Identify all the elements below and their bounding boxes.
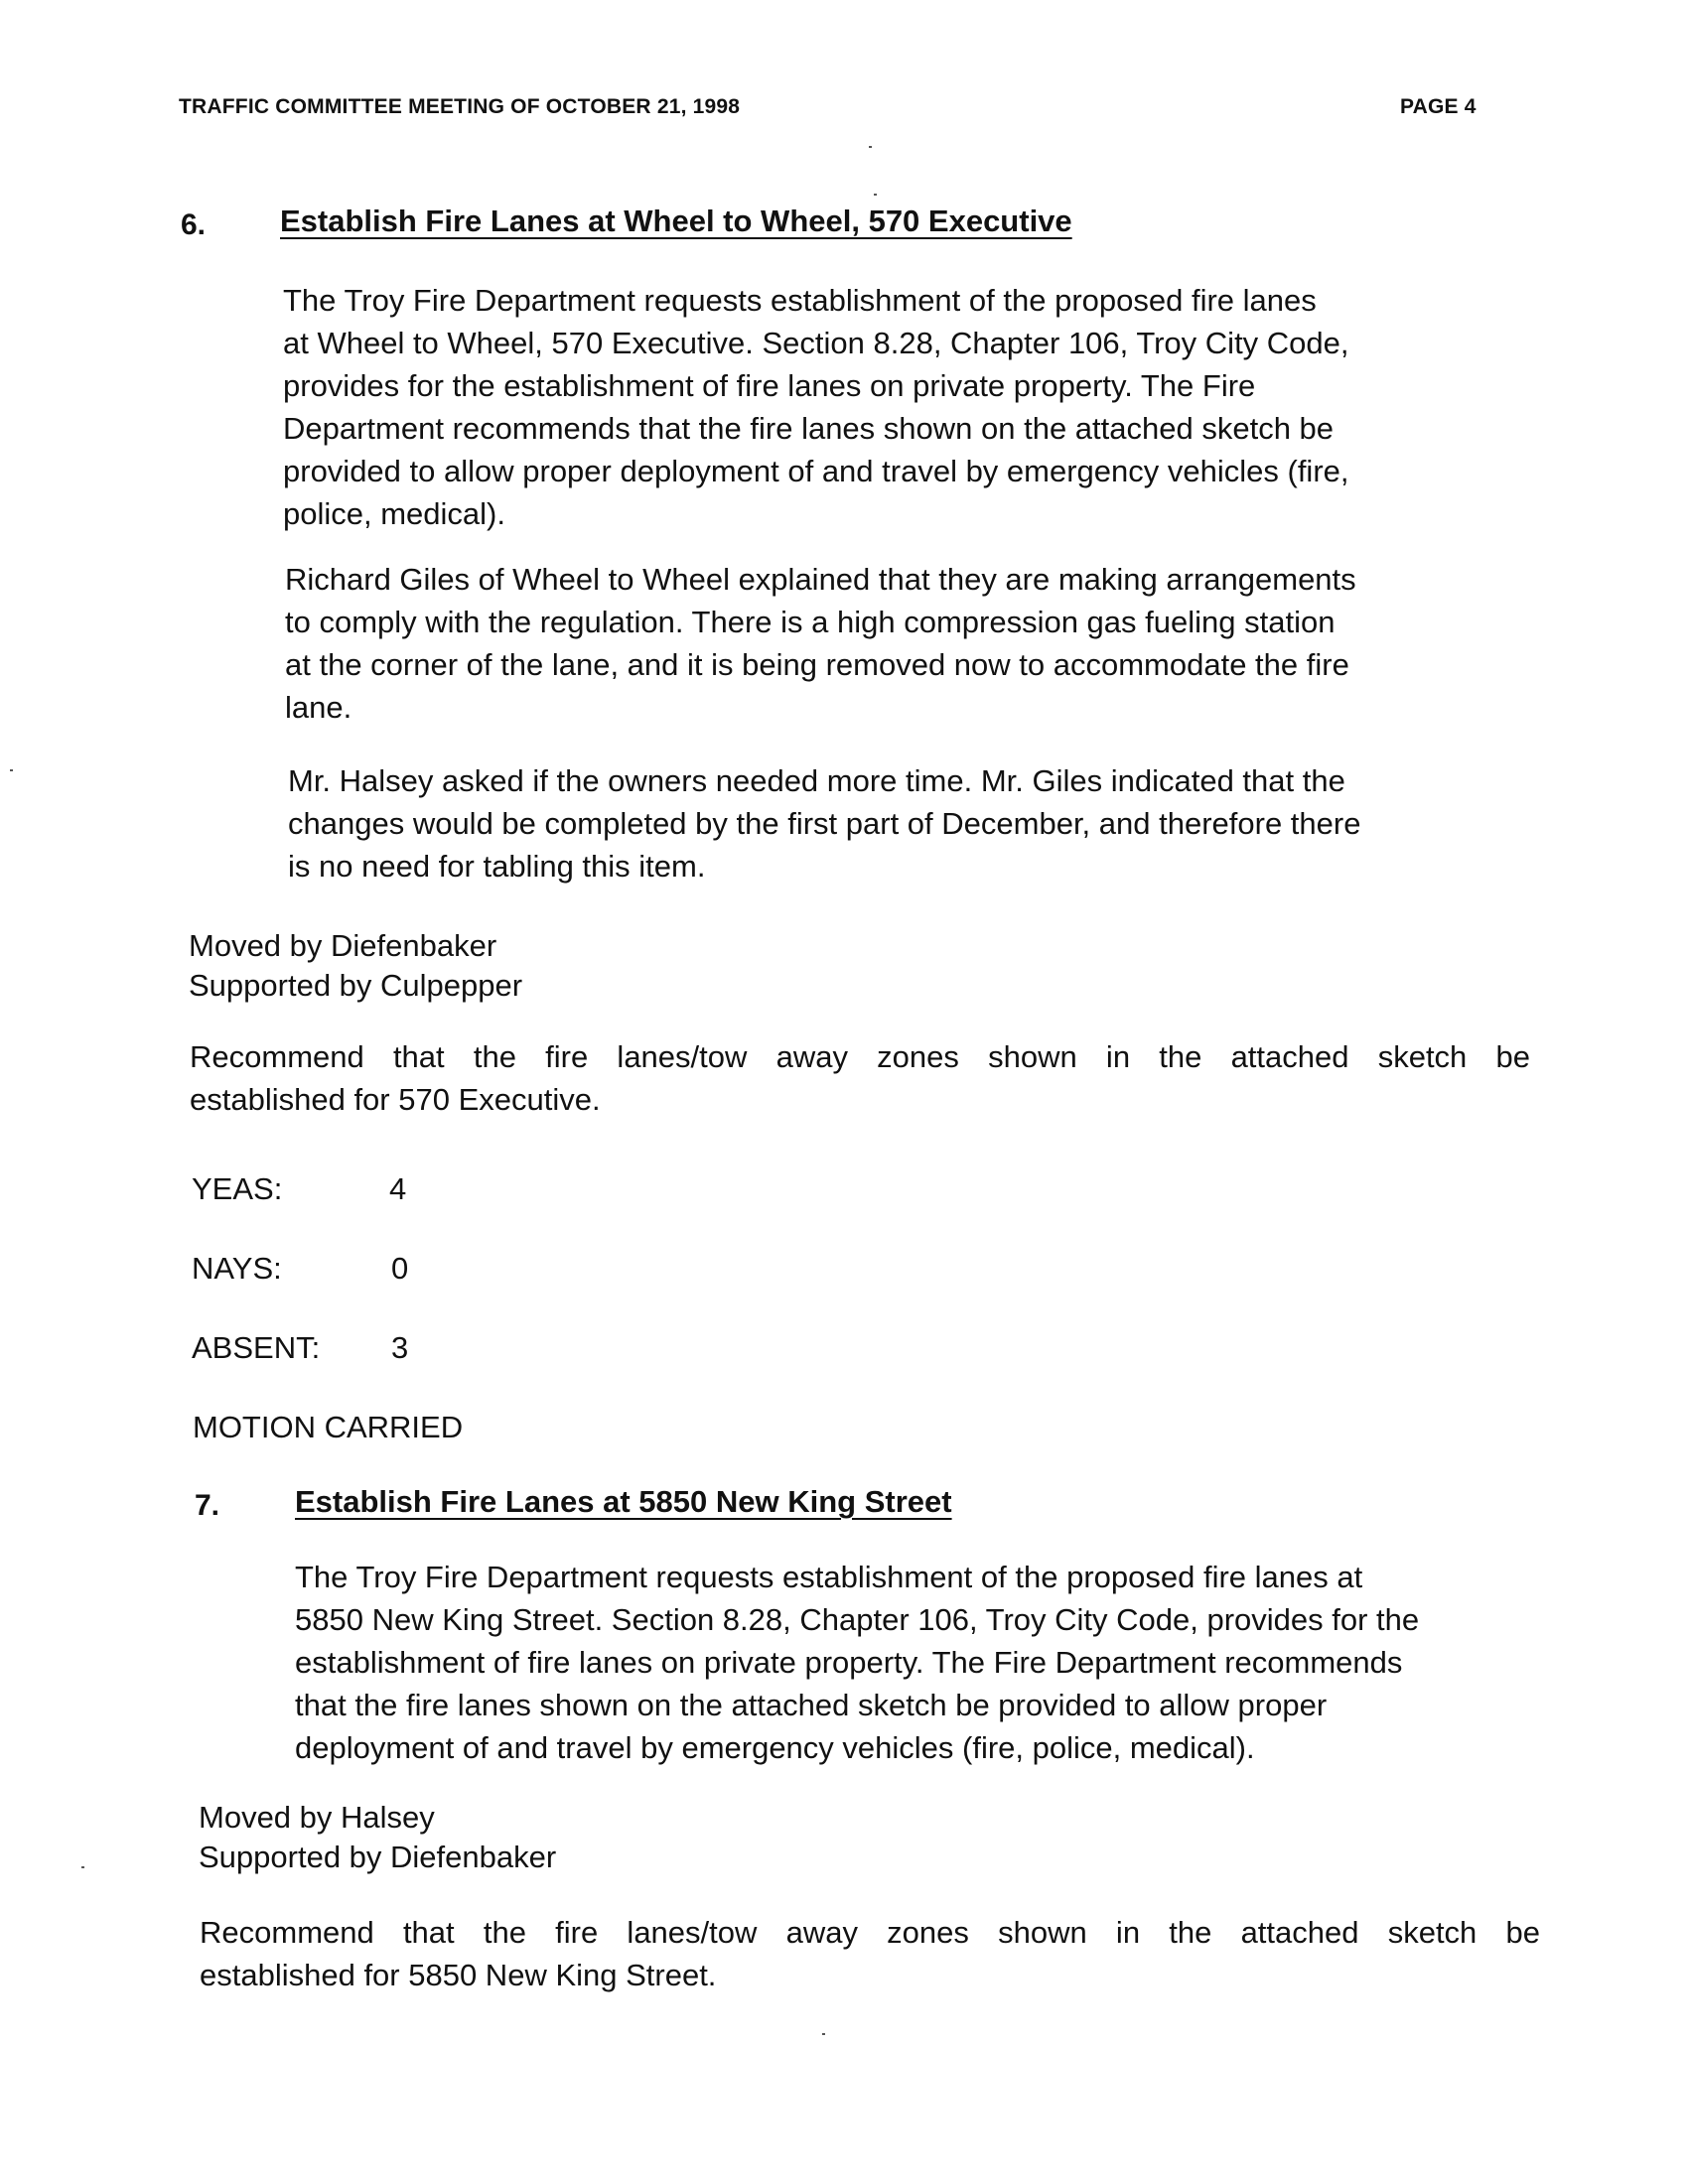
text-line: The Troy Fire Department requests establishment of the proposed fire lanes [283, 283, 1317, 318]
yeas-value: 4 [389, 1171, 407, 1206]
text-line: Department recommends that the fire lanes shown on the attached sketch be [283, 411, 1335, 446]
text-line: established for 570 Executive. [190, 1082, 601, 1117]
scan-speck [10, 769, 13, 771]
item-7-supported-by: Supported by Diefenbaker [199, 1840, 557, 1874]
text-line: provided to allow proper deployment of and travel by emergency vehicles (fire, [283, 454, 1349, 488]
text-line: 5850 New King Street. Section 8.28, Chapter 106, Troy City Code, provides for the [295, 1602, 1420, 1637]
item-6-number: 6. [181, 208, 207, 241]
yeas-label: YEAS: [192, 1171, 283, 1206]
item-6-paragraph-1 [283, 279, 1465, 535]
text-line: lane. [285, 690, 352, 725]
motion-result: MOTION CARRIED [193, 1410, 464, 1444]
item-7-paragraph-1 [295, 1556, 1556, 1769]
absent-value: 3 [391, 1330, 409, 1365]
text-line: is no need for tabling this item. [288, 849, 706, 884]
item-7-title: Establish Fire Lanes at 5850 New King Street [295, 1484, 952, 1519]
text-line: at Wheel to Wheel, 570 Executive. Section 8.28, Chapter 106, Troy City Code, [283, 326, 1349, 360]
scan-speck [822, 2033, 825, 2035]
text-line: establishment of fire lanes on private property. The Fire Department recommends [295, 1645, 1403, 1680]
item-7-moved-by: Moved by Halsey [199, 1800, 435, 1835]
scan-speck [869, 146, 872, 148]
text-line: at the corner of the lane, and it is being removed now to accommodate the fire [285, 647, 1349, 682]
text-line: Recommend that the fire lanes/tow away zones shown in the attached sketch be [190, 1039, 1530, 1074]
nays-value: 0 [391, 1251, 409, 1286]
header-meeting-title: TRAFFIC COMMITTEE MEETING OF OCTOBER 21, 1998 [179, 95, 741, 118]
text-line: Recommend that the fire lanes/tow away zones shown in the attached sketch be [200, 1915, 1540, 1950]
scan-speck [81, 1866, 84, 1868]
item-7-number: 7. [195, 1489, 220, 1522]
text-line: The Troy Fire Department requests establishment of the proposed fire lanes at [295, 1560, 1363, 1594]
absent-label: ABSENT: [192, 1330, 321, 1365]
text-line: Mr. Halsey asked if the owners needed more time. Mr. Giles indicated that the [288, 763, 1345, 798]
text-line: police, medical). [283, 496, 505, 531]
header-page-number: PAGE 4 [1400, 95, 1477, 118]
text-line: provides for the establishment of fire lanes on private property. The Fire [283, 368, 1256, 403]
text-line: Richard Giles of Wheel to Wheel explained that they are making arrangements [285, 562, 1356, 597]
nays-label: NAYS: [192, 1251, 282, 1286]
text-line: that the fire lanes shown on the attached sketch be provided to allow proper [295, 1688, 1328, 1722]
item-7-recommendation [200, 1911, 1540, 1996]
scan-speck [874, 194, 877, 196]
item-6-recommendation [190, 1035, 1530, 1121]
text-line: to comply with the regulation. There is a high compression gas fueling station [285, 605, 1336, 639]
text-line: established for 5850 New King Street. [200, 1958, 717, 1992]
text-line: changes would be completed by the first part of December, and therefore there [288, 806, 1361, 841]
item-6-title: Establish Fire Lanes at Wheel to Wheel, 570 Executive [280, 204, 1072, 238]
text-line: deployment of and travel by emergency vehicles (fire, police, medical). [295, 1730, 1255, 1765]
item-6-paragraph-3 [288, 759, 1470, 887]
item-6-paragraph-2 [285, 558, 1467, 729]
item-6-moved-by: Moved by Diefenbaker [189, 928, 497, 963]
item-6-supported-by: Supported by Culpepper [189, 968, 523, 1003]
